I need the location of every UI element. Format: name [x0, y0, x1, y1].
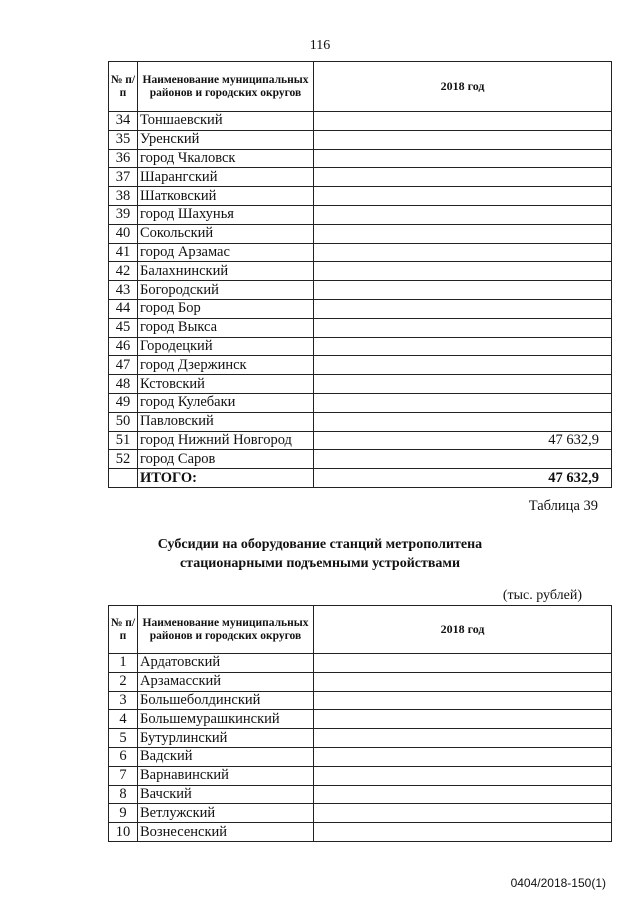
row-value — [314, 356, 612, 375]
table-row — [109, 375, 612, 394]
row-value — [314, 130, 612, 149]
table-row — [109, 412, 612, 431]
table-row — [109, 450, 612, 469]
header-municipality: Наименование муниципальных районов и городских округов — [138, 606, 314, 654]
municipality-name: Большеболдинский — [138, 691, 314, 710]
municipality-name: город Выкса — [138, 318, 314, 337]
table-row — [109, 262, 612, 281]
table-row — [109, 130, 612, 149]
municipality-name: Балахнинский — [138, 262, 314, 281]
row-number: 9 — [109, 804, 138, 823]
row-number: 8 — [109, 785, 138, 804]
row-value — [314, 804, 612, 823]
municipality-name: город Арзамас — [138, 243, 314, 262]
row-value — [314, 243, 612, 262]
table-row — [109, 766, 612, 785]
municipality-name: город Чкаловск — [138, 149, 314, 168]
row-number: 43 — [109, 281, 138, 300]
row-number: 5 — [109, 729, 138, 748]
municipality-name: Арзамасский — [138, 672, 314, 691]
total-row — [109, 469, 612, 488]
municipality-name: город Кулебаки — [138, 393, 314, 412]
table-row — [109, 205, 612, 224]
header-number: № п/п — [109, 606, 138, 654]
row-value — [314, 691, 612, 710]
table-row — [109, 804, 612, 823]
table-row — [109, 729, 612, 748]
row-value — [314, 823, 612, 842]
municipality-name: город Шахунья — [138, 205, 314, 224]
header-number: № п/п — [109, 62, 138, 112]
table-row — [109, 785, 612, 804]
municipality-name: город Дзержинск — [138, 356, 314, 375]
row-value — [314, 654, 612, 673]
municipality-name: Ветлужский — [138, 804, 314, 823]
table-row — [109, 654, 612, 673]
municipality-name: город Нижний Новгород — [138, 431, 314, 450]
row-number: 39 — [109, 205, 138, 224]
table-row — [109, 168, 612, 187]
page-number: 116 — [309, 38, 331, 53]
table-row — [109, 243, 612, 262]
table-row — [109, 691, 612, 710]
units-label: (тыс. рублей) — [502, 588, 582, 603]
row-number: 3 — [109, 691, 138, 710]
row-value — [314, 450, 612, 469]
table-number: Таблица 39 — [528, 498, 598, 514]
row-value: 47 632,9 — [314, 431, 612, 450]
row-number: 1 — [109, 654, 138, 673]
row-value — [314, 412, 612, 431]
metro-subsidy-table — [108, 605, 612, 842]
table-header-row — [109, 606, 612, 654]
table-title — [0, 535, 640, 573]
row-value — [314, 299, 612, 318]
table-row — [109, 356, 612, 375]
row-value — [314, 168, 612, 187]
table-row — [109, 710, 612, 729]
table-row — [109, 672, 612, 691]
row-number: 38 — [109, 187, 138, 206]
municipality-name: город Бор — [138, 299, 314, 318]
row-value — [314, 187, 612, 206]
row-number: 10 — [109, 823, 138, 842]
header-year: 2018 год — [314, 62, 612, 112]
row-value — [314, 672, 612, 691]
row-number: 42 — [109, 262, 138, 281]
row-value — [314, 281, 612, 300]
row-value — [314, 785, 612, 804]
municipality-name: Ардатовский — [138, 654, 314, 673]
row-number: 37 — [109, 168, 138, 187]
row-number: 46 — [109, 337, 138, 356]
row-value — [314, 112, 612, 131]
row-value — [314, 337, 612, 356]
row-number: 34 — [109, 112, 138, 131]
table-row — [109, 112, 612, 131]
municipality-name: Кстовский — [138, 375, 314, 394]
row-number: 50 — [109, 412, 138, 431]
municipality-name: Тоншаевский — [138, 112, 314, 131]
header-year: 2018 год — [314, 606, 612, 654]
table-body — [109, 112, 612, 469]
row-value — [314, 224, 612, 243]
table-row — [109, 337, 612, 356]
municipality-name: Городецкий — [138, 337, 314, 356]
row-value — [314, 149, 612, 168]
document-code: 0404/2018-150(1) — [510, 876, 606, 890]
row-number: 45 — [109, 318, 138, 337]
total-number-cell — [109, 469, 138, 488]
row-value — [314, 766, 612, 785]
table-header-row — [109, 62, 612, 112]
table-row — [109, 149, 612, 168]
municipality-name: Вадский — [138, 747, 314, 766]
municipality-name: Уренский — [138, 130, 314, 149]
municipality-name: Шатковский — [138, 187, 314, 206]
table-row — [109, 187, 612, 206]
row-value — [314, 729, 612, 748]
row-number: 47 — [109, 356, 138, 375]
municipality-name: Вачский — [138, 785, 314, 804]
row-number: 51 — [109, 431, 138, 450]
header-municipality: Наименование муниципальных районов и городских округов — [138, 62, 314, 112]
municipality-name: Бутурлинский — [138, 729, 314, 748]
row-number: 6 — [109, 747, 138, 766]
row-number: 41 — [109, 243, 138, 262]
table-row — [109, 299, 612, 318]
table-body — [109, 654, 612, 842]
row-number: 52 — [109, 450, 138, 469]
row-value — [314, 375, 612, 394]
row-number: 2 — [109, 672, 138, 691]
row-number: 36 — [109, 149, 138, 168]
municipality-name: Богородский — [138, 281, 314, 300]
municipality-name: Варнавинский — [138, 766, 314, 785]
row-number: 4 — [109, 710, 138, 729]
municipality-name: город Саров — [138, 450, 314, 469]
table-row — [109, 224, 612, 243]
row-value — [314, 393, 612, 412]
row-number: 35 — [109, 130, 138, 149]
table-row — [109, 281, 612, 300]
table-title-line: Субсидии на оборудование станций метрополитена — [157, 537, 483, 552]
municipality-name: Шарангский — [138, 168, 314, 187]
municipality-name: Павловский — [138, 412, 314, 431]
total-value: 47 632,9 — [314, 469, 612, 488]
table-row — [109, 747, 612, 766]
row-number: 49 — [109, 393, 138, 412]
table-title-line: стационарными подъемными устройствами — [179, 556, 461, 571]
table-row — [109, 393, 612, 412]
municipality-name: Сокольский — [138, 224, 314, 243]
table-row — [109, 431, 612, 450]
subsidy-table-continued — [108, 61, 612, 488]
row-value — [314, 205, 612, 224]
table-row — [109, 823, 612, 842]
municipality-name: Большемурашкинский — [138, 710, 314, 729]
row-value — [314, 747, 612, 766]
row-number: 48 — [109, 375, 138, 394]
total-label: ИТОГО: — [138, 469, 314, 488]
row-value — [314, 262, 612, 281]
table-row — [109, 318, 612, 337]
row-value — [314, 318, 612, 337]
row-number: 7 — [109, 766, 138, 785]
row-number: 44 — [109, 299, 138, 318]
row-value — [314, 710, 612, 729]
row-number: 40 — [109, 224, 138, 243]
municipality-name: Вознесенский — [138, 823, 314, 842]
